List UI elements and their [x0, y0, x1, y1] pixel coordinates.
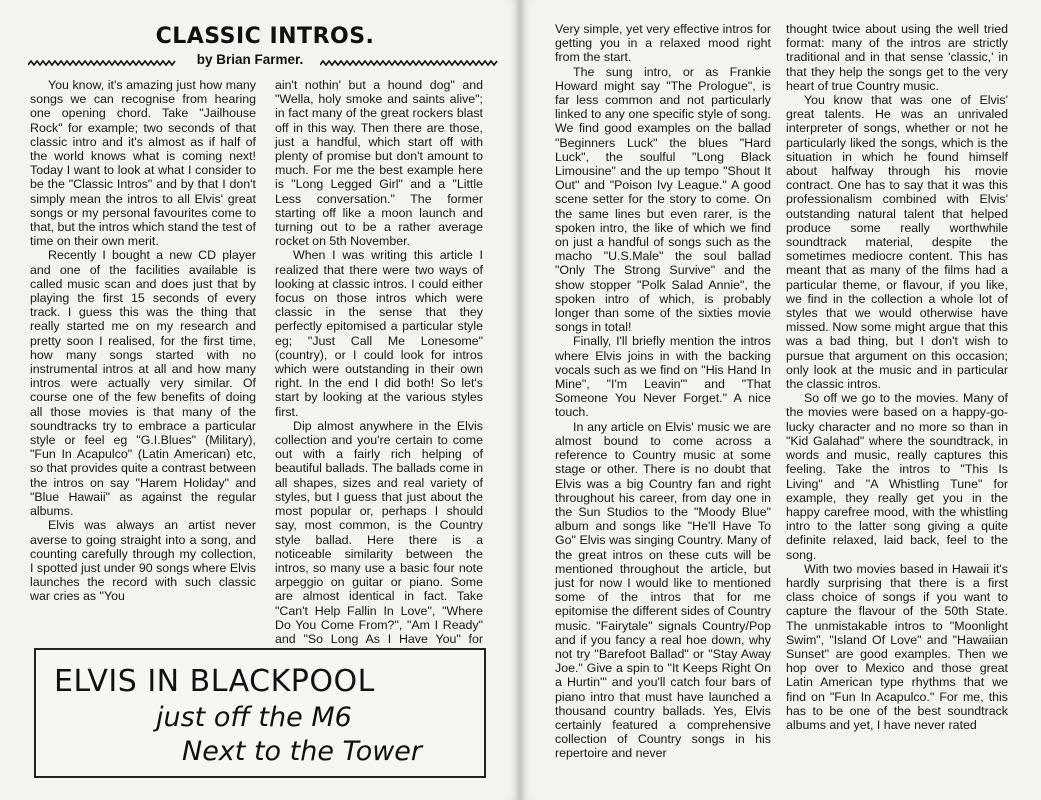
paragraph: Elvis was always an artist never averse to going straight into a song, and counting carefully through my collection, I spotted just under 90 songs where Elvis launches the record with such classic war cries as "You [30, 518, 256, 604]
paragraph: Dip almost anywhere in the Elvis collection and you're certain to come out with a fairly rich helping of beautiful ballads. The ballads come in all shapes, sizes and real variety of styles, but I guess that just about the most popular or, perhaps I should say, most common, is the Country style ballad. Here there is a noticeable similarity between the intros, so many use a basic four note arpeggio on guitar or piano. Some are almost identical in fact. Take "Can't Help Fallin In Love", "Where Do You Come From?", "Am I Ready" and "So Long As I Have You" for [275, 418, 483, 646]
article-column-4 [786, 22, 1008, 732]
paragraph: thought twice about using the well tried format: many of the intros are strictly traditional and in that sense 'classic,' in that they help the songs get to the very heart of true Country music. [786, 22, 1008, 93]
paragraph: So off we go to the movies. Many of the movies were based on a happy-go-lucky character and no more so than in "Kid Galahad" where the soundtrack, in words and music, really captures this feeling. Take the intros to "This Is Living" and "A Whistling Tune" for example, they really get you in the happy carefree mood, with the whistling intro to the latter song giving a quite definite relaxed, laid back, feel to the song. [786, 391, 1008, 562]
paragraph: Recently I bought a new CD player and one of the facilities available is called music scan and does just that by playing the first 15 seconds of every track. I guess this was the thing that really started me on my research and pretty soon I realised, for the first time, how many songs started with no instrumental intros at all and how many intros were actually very similar. Of course one of the few benefits of doing all those movies is that many of the soundtracks try to embrace a particular style or feel eg "G.I.Blues" (Military), "Fun In Acapulco" (Latin American) etc, so that provides quite a contrast between the intros on say "Harem Holiday" and "Blue Hawaii" as against the regular albums. [30, 248, 256, 519]
advertisement-box [34, 648, 486, 778]
paragraph: You know that was one of Elvis' great talents. He was an unrivaled interpreter of songs, whether or not he particularly liked the songs, which is the situation in which he found himself about halfway through his movie contract. One has to say that it was this professionalism combined with Elvis' outstanding natural talent that helped produce some really worthwhile soundtrack material, despite the sometimes mediocre content. This has meant that as many of the films had a particular theme, or flavour, if you like, we find in the collection a whole lot of styles that we would otherwise have missed. Now some might argue that this was a bad thing, but I don't wish to pursue that argument on this occasion; only look at the music and in particular the classic intros. [786, 93, 1008, 392]
zigzag-divider-left [28, 60, 176, 66]
article-column-2 [275, 78, 483, 660]
byline-row [28, 52, 498, 72]
article-byline: by Brian Farmer. [196, 52, 304, 67]
article-title: CLASSIC INTROS. [155, 24, 375, 49]
paragraph: When I was writing this article I realized that there were two ways of looking at classic intros. I could either focus on those intros which were classic in the sense that they perfectly epitomised a particular style eg; "Just Call Me Lonesome" (country), or I could look for intros which were outstanding in their own right. In the end I did both! So let's start by looking at the various styles first. [275, 248, 483, 419]
ad-subline: just off the M6 [156, 702, 352, 733]
article-column-3 [555, 22, 771, 761]
paragraph: You know, it's amazing just how many songs we can recognise from hearing one opening chord. Take "Jailhouse Rock" for example; two seconds of that classic intro and it's almost as if half of the world knows what is coming next! Today I want to look at what I consider to be the "Classic Intros" and by that I don't simply mean the intros to all Elvis' great songs or my personal favourites come to that, but the intros which stand the test of time on their own merit. [30, 78, 256, 249]
left-page [0, 0, 519, 800]
paragraph: Very simple, yet very effective intros for getting you in a relaxed mood right from the start. [555, 22, 771, 65]
ad-subline: Next to the Tower [182, 736, 423, 767]
right-page [521, 0, 1041, 800]
paragraph: The sung intro, or as Frankie Howard might say "The Prologue", is far less common and not particularly linked to any one specific style of song. We find good examples on the ballad "Beginners Luck" the blues "Hard Luck", the soulful "Long Black Limousine" and the up tempo "Shout It Out" and "Poison Ivy League." A good scene setter for the story to come. On the same lines but even rarer, is the spoken intro, the like of which we find on just a handful of songs such as the macho "U.S.Male" the soul ballad "Only The Strong Survive" and the show stopper "Polk Salad Annie", the spoken intro of which, is probably longer than some of the sixties movie songs in total! [555, 64, 771, 335]
paragraph: Finally, I'll briefly mention the intros where Elvis joins in with the backing vocals such as we find on "His Hand In Mine", "I'm Leavin'" and "That Someone You Never Forget." A nice touch. [555, 334, 771, 420]
zigzag-divider-right [320, 60, 498, 66]
article-column-1 [30, 78, 256, 604]
ad-headline: ELVIS IN BLACKPOOL [54, 664, 375, 699]
paragraph: With two movies based in Hawaii it's hardly surprising that there is a first class choice of songs if you want to capture the flavour of the 50th State. The unmistakable intros to "Moonlight Swim", "Island Of Love" and "Hawaiian Sunset" are good examples. Then we hop over to Mexico and those great Latin American type rhythms that we find on "Fun In Acapulco." For me, this has to be one of the best soundtrack albums and yet, I have never rated [786, 561, 1008, 732]
paragraph: ain't nothin' but a hound dog" and "Wella, holy smoke and saints alive"; in fact many of the great rockers blast off in this way. Then there are those, just a handful, which start off with plenty of promise but don't amount to much. For me the best example here is "Long Legged Girl" and a "Little Less conversation." The former starting off like a moon launch and turning out to be a rather average rocket on 5th November. [275, 78, 483, 249]
paragraph: In any article on Elvis' music we are almost bound to come across a reference to Country music at some stage or other. There is no doubt that Elvis was a big Country fan and right throughout his career, from day one in the Sun Studios to the "Moody Blue" album and songs like "He'll Have To Go" Elvis was singing Country. Many of the great intros on these cuts will be mentioned throughout the article, but just for now I would like to mentioned some of the intros that for me epitomise the different sides of Country music. "Fairytale" signals Country/Pop and if you fancy a real hoe down, why not try "Barefoot Ballad" or "Stay Away Joe." Give a spin to "It Keeps Right On a Hurtin'" and you'll catch four bars of piano intro that must have launched a thousand country ballads. Yes, Elvis certainly featured a comprehensive collection of Country songs in his repertoire and never [555, 419, 771, 761]
